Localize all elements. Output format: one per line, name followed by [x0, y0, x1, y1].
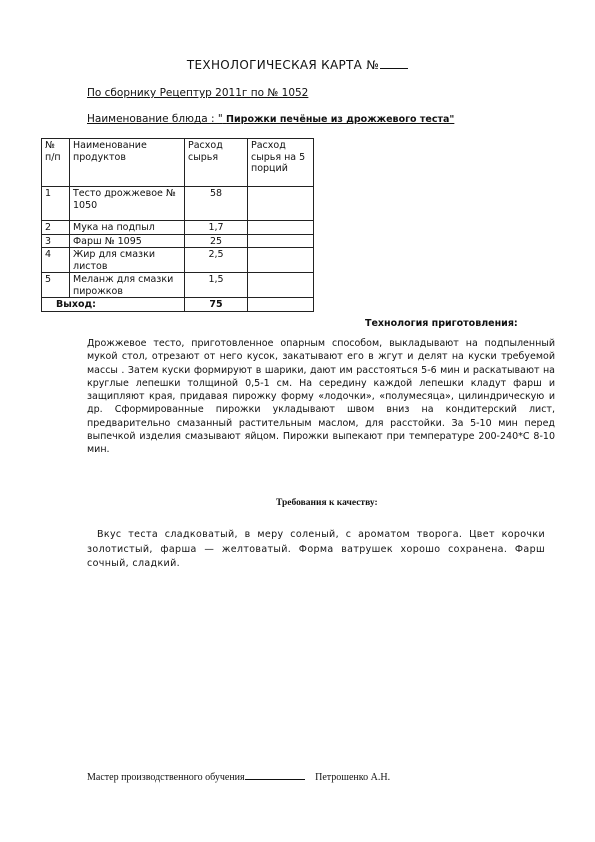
table-row — [42, 273, 314, 298]
master-name: Петрошенко А.Н. — [315, 772, 391, 783]
row-quantity-5 — [248, 273, 314, 298]
card-number-blank — [380, 58, 408, 69]
row-product: Жир для смазки листов — [70, 248, 185, 273]
quality-text: Вкус теста сладковатый, в меру соленый, с ароматом творога. Цвет корочки золотистый, фарша — желтоватый. Форма ватрушек хорошо сохранена. Фарш сочный, сладкий. — [87, 529, 545, 569]
document-title — [0, 58, 595, 72]
row-quantity-5 — [248, 187, 314, 221]
header-quantity-5: Расход сырья на 5 порций — [248, 139, 314, 187]
row-quantity-5 — [248, 248, 314, 273]
header-product: Наименование продуктов — [70, 139, 185, 187]
ingredients-table — [41, 138, 314, 312]
row-quantity: 58 — [185, 187, 248, 221]
row-number: 4 — [42, 248, 70, 273]
row-number: 5 — [42, 273, 70, 298]
table-row — [42, 187, 314, 221]
row-quantity-5 — [248, 221, 314, 235]
table-total-row — [42, 298, 314, 312]
total-label: Выход: — [42, 298, 185, 312]
total-value-5 — [248, 298, 314, 312]
master-role: Мастер производственного обучения — [87, 772, 245, 783]
header-quantity: Расход сырья — [185, 139, 248, 187]
row-quantity: 1,5 — [185, 273, 248, 298]
row-number: 2 — [42, 221, 70, 235]
recipe-reference: По сборнику Рецептур 2011г по № 1052 — [87, 87, 309, 99]
technology-heading: Технология приготовления: — [365, 318, 518, 329]
signature-line — [87, 770, 390, 783]
row-product: Тесто дрожжевое № 1050 — [70, 187, 185, 221]
quality-heading: Требования к качеству: — [276, 498, 378, 508]
row-product: Меланж для смазки пирожков — [70, 273, 185, 298]
row-quantity: 2,5 — [185, 248, 248, 273]
dish-name: Пирожки печёные из дрожжевого теста" — [226, 114, 455, 125]
signature-blank — [245, 770, 305, 780]
dish-name-label: Наименование блюда : " — [87, 113, 223, 125]
header-number: № п/п — [42, 139, 70, 187]
document-title-text: ТЕХНОЛОГИЧЕСКАЯ КАРТА № — [186, 58, 380, 72]
technology-text: Дрожжевое тесто, приготовленное опарным способом, выкладывают на подпыленный мукой стол, отрезают от него кусок, закатывают его в жгут и делят на куски требуемой массы . Затем куски формируют в шарики, дают им расстояться 5-6 мин и раскатывают на круглые лепешки толщиной 0,5-1 см. На середину каждой лепешки кладут фарш и защипляют края, придавая пирожку форму «лодочки», «полумесяца», цилиндрическую и др. Сформированные пирожки укладывают швом вниз на кондитерский лист, предварительно смазанный растительным маслом, для расстойки. За 5-10 мин перед выпечкой изделия смазывают яйцом. Пирожки выпекают при температуре 200-240*С 8-10 мин. — [87, 338, 555, 456]
row-product: Мука на подпыл — [70, 221, 185, 235]
table-row — [42, 234, 314, 248]
row-product: Фарш № 1095 — [70, 234, 185, 248]
total-value: 75 — [185, 298, 248, 312]
row-quantity: 25 — [185, 234, 248, 248]
table-row — [42, 221, 314, 235]
row-number: 1 — [42, 187, 70, 221]
row-quantity: 1,7 — [185, 221, 248, 235]
table-header-row — [42, 139, 314, 187]
row-number: 3 — [42, 234, 70, 248]
row-quantity-5 — [248, 234, 314, 248]
dish-name-line — [87, 113, 454, 125]
table-row — [42, 248, 314, 273]
